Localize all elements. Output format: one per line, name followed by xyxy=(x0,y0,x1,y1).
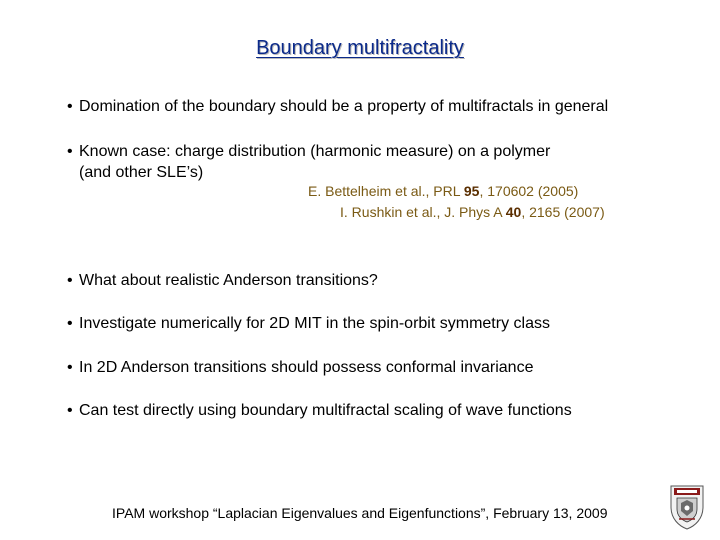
bullet-marker: • xyxy=(67,272,73,289)
bullet-conformal-invariance xyxy=(67,357,533,378)
bullet-text: In 2D Anderson transitions should possess conformal invariance xyxy=(79,359,534,376)
university-seal-icon xyxy=(667,483,707,531)
bullet-text: Known case: charge distribution (harmonic measure) on a polymer xyxy=(79,143,551,160)
bullet-continuation: (and other SLE’s) xyxy=(79,164,204,181)
slide-footer: IPAM workshop “Laplacian Eigenvalues and Eigenfunctions”, February 13, 2009 xyxy=(112,505,608,521)
bullet-text: Investigate numerically for 2D MIT in the spin-orbit symmetry class xyxy=(79,315,550,332)
bullet-text: What about realistic Anderson transitions? xyxy=(79,272,378,289)
bullet-boundary-domination xyxy=(67,96,608,117)
bullet-marker: • xyxy=(67,402,73,419)
reference-bettelheim xyxy=(308,183,578,199)
bullet-marker: • xyxy=(67,315,73,332)
reference-pages: , 170602 (2005) xyxy=(479,183,579,199)
reference-rushkin xyxy=(340,204,605,220)
reference-pages: , 2165 (2007) xyxy=(521,204,605,220)
bullet-marker: • xyxy=(67,143,73,160)
reference-text: E. Bettelheim et al., PRL xyxy=(308,183,464,199)
reference-volume: 40 xyxy=(505,204,522,220)
bullet-marker: • xyxy=(67,98,73,115)
bullet-text: Can test directly using boundary multifractal scaling of wave functions xyxy=(79,402,572,419)
reference-text: I. Rushkin et al., J. Phys A xyxy=(340,204,506,220)
bullet-marker: • xyxy=(67,359,73,376)
bullet-boundary-scaling xyxy=(67,400,572,421)
bullet-investigate-numerically xyxy=(67,313,550,334)
reference-volume: 95 xyxy=(463,183,480,199)
slide-title: Boundary multifractality xyxy=(256,37,464,59)
bullet-anderson-transitions xyxy=(67,270,378,291)
bullet-known-case xyxy=(67,141,550,183)
bullet-text: Domination of the boundary should be a property of multifractals in general xyxy=(79,98,609,115)
